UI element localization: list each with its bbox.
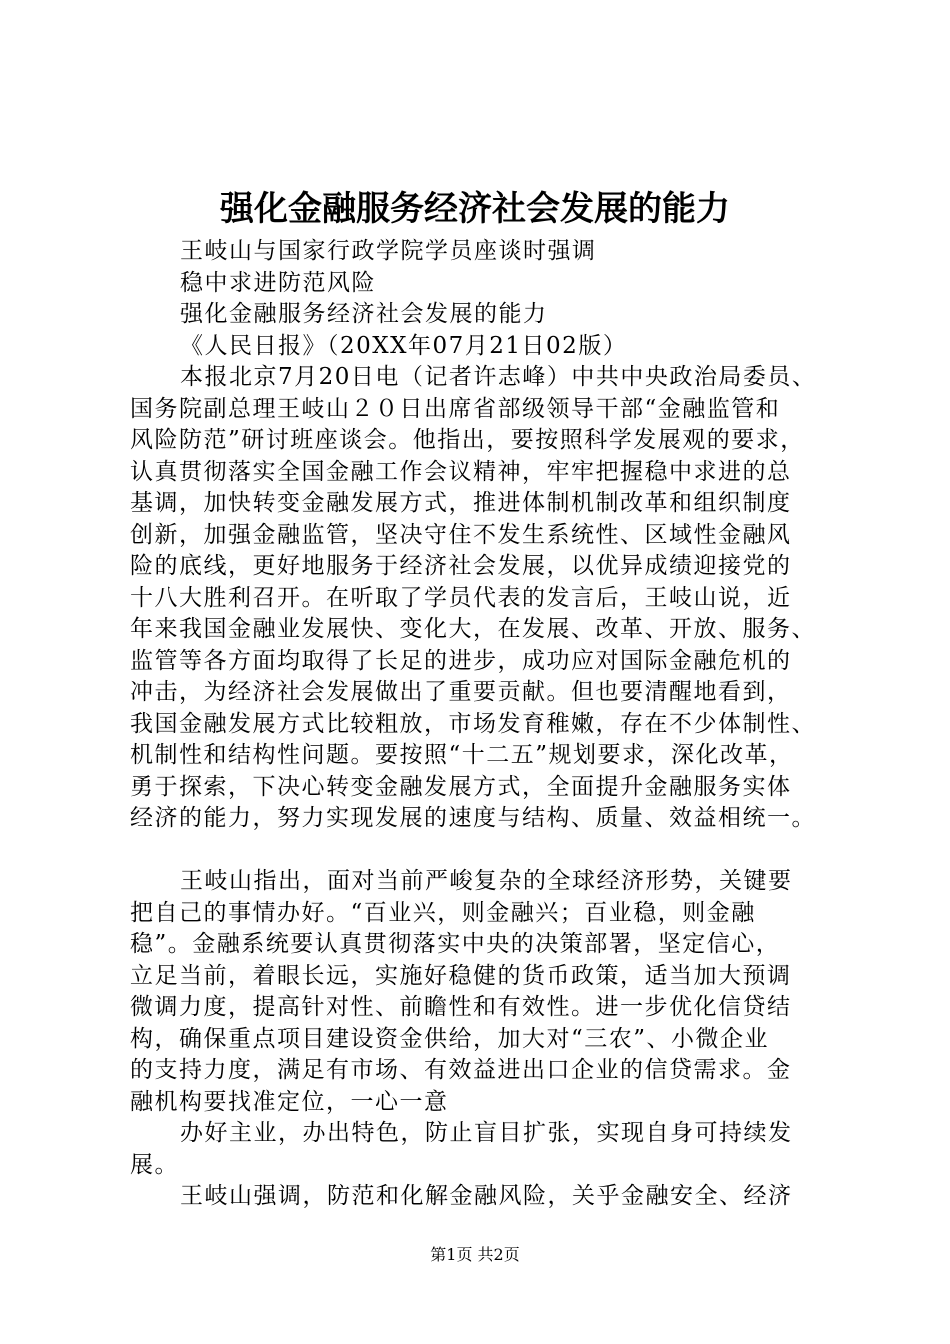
paragraph-line: 展。 [130,1151,179,1178]
paragraph-line: 立足当前，着眼长远，实施好稳健的货币政策，适当加大预调 [130,962,792,989]
paragraph-line: 国务院副总理王岐山２０日出席省部级领导干部“金融监管和 [130,395,781,422]
paragraph-line: 监管等各方面均取得了长足的进步，成功应对国际金融危机的 [130,647,792,674]
paragraph-line: 机制性和结构性问题。要按照“十二五”规划要求，深化改革， [130,742,794,768]
source-line: 《人民日报》（20XX年07月21日02版） [180,332,628,359]
paragraph-line: 微调力度，提高针对性、前瞻性和有效性。进一步优化信贷结 [130,994,792,1020]
paragraph-line: 勇于探索，下决心转变金融发展方式，全面提升金融服务实体 [130,773,792,800]
paragraph-line: 把自己的事情办好。“百业兴，则金融兴；百业稳，则金融 [130,899,756,926]
subtitle-line: 稳中求进防范风险 [180,269,376,296]
paragraph-line: 基调，加快转变金融发展方式，推进体制机制改革和组织制度 [130,490,792,516]
paragraph-line: 构，确保重点项目建设资金供给，加大对“三农”、小微企业 [130,1025,770,1052]
subtitle-line: 强化金融服务经济社会发展的能力 [180,301,548,327]
paragraph-line: 本报北京7月20日电（记者许志峰）中共中央政治局委员、 [180,364,817,390]
paragraph-line: 创新，加强金融监管，坚决守住不发生系统性、区域性金融风 [130,521,792,548]
paragraph-line: 的支持力度，满足有市场、有效益进出口企业的信贷需求。金 [130,1057,792,1083]
paragraph-spacer [130,835,835,867]
document-title: 强化金融服务经济社会发展的能力 [220,189,730,229]
paragraph-line: 我国金融发展方式比较粗放，市场发育稚嫩，存在不少体制性、 [130,710,816,737]
subtitle-line: 王岐山与国家行政学院学员座谈时强调 [180,238,597,264]
paragraph-line: 办好主业，办出特色，防止盲目扩张，实现自身可持续发 [180,1120,793,1146]
page-footer: 第1页 共2页 [430,1245,520,1264]
paragraph-line: 融机构要找准定位，一心一意 [130,1088,449,1115]
paragraph-line: 年来我国金融业发展快、变化大，在发展、改革、开放、服务、 [130,616,816,642]
paragraph-line: 十八大胜利召开。在听取了学员代表的发言后，王岐山说，近 [130,584,792,611]
paragraph-line: 认真贯彻落实全国金融工作会议精神，牢牢把握稳中求进的总 [130,458,792,485]
paragraph-line: 经济的能力，努力实现发展的速度与结构、质量、效益相统一。 [130,805,816,831]
paragraph-line: 风险防范”研讨班座谈会。他指出，要按照科学发展观的要求， [130,427,805,453]
paragraph-line: 稳”。金融系统要认真贯彻落实中央的决策部署，坚定信心， [130,931,781,957]
paragraph-line: 险的底线，更好地服务于经济社会发展，以优异成绩迎接党的 [130,553,792,579]
paragraph-line: 王岐山指出，面对当前严峻复杂的全球经济形势，关键要 [180,868,793,894]
paragraph-line: 王岐山强调，防范和化解金融风险，关乎金融安全、经济 [180,1183,793,1209]
paragraph-line: 冲击，为经济社会发展做出了重要贡献。但也要清醒地看到， [130,679,792,705]
document-body [130,236,835,1213]
